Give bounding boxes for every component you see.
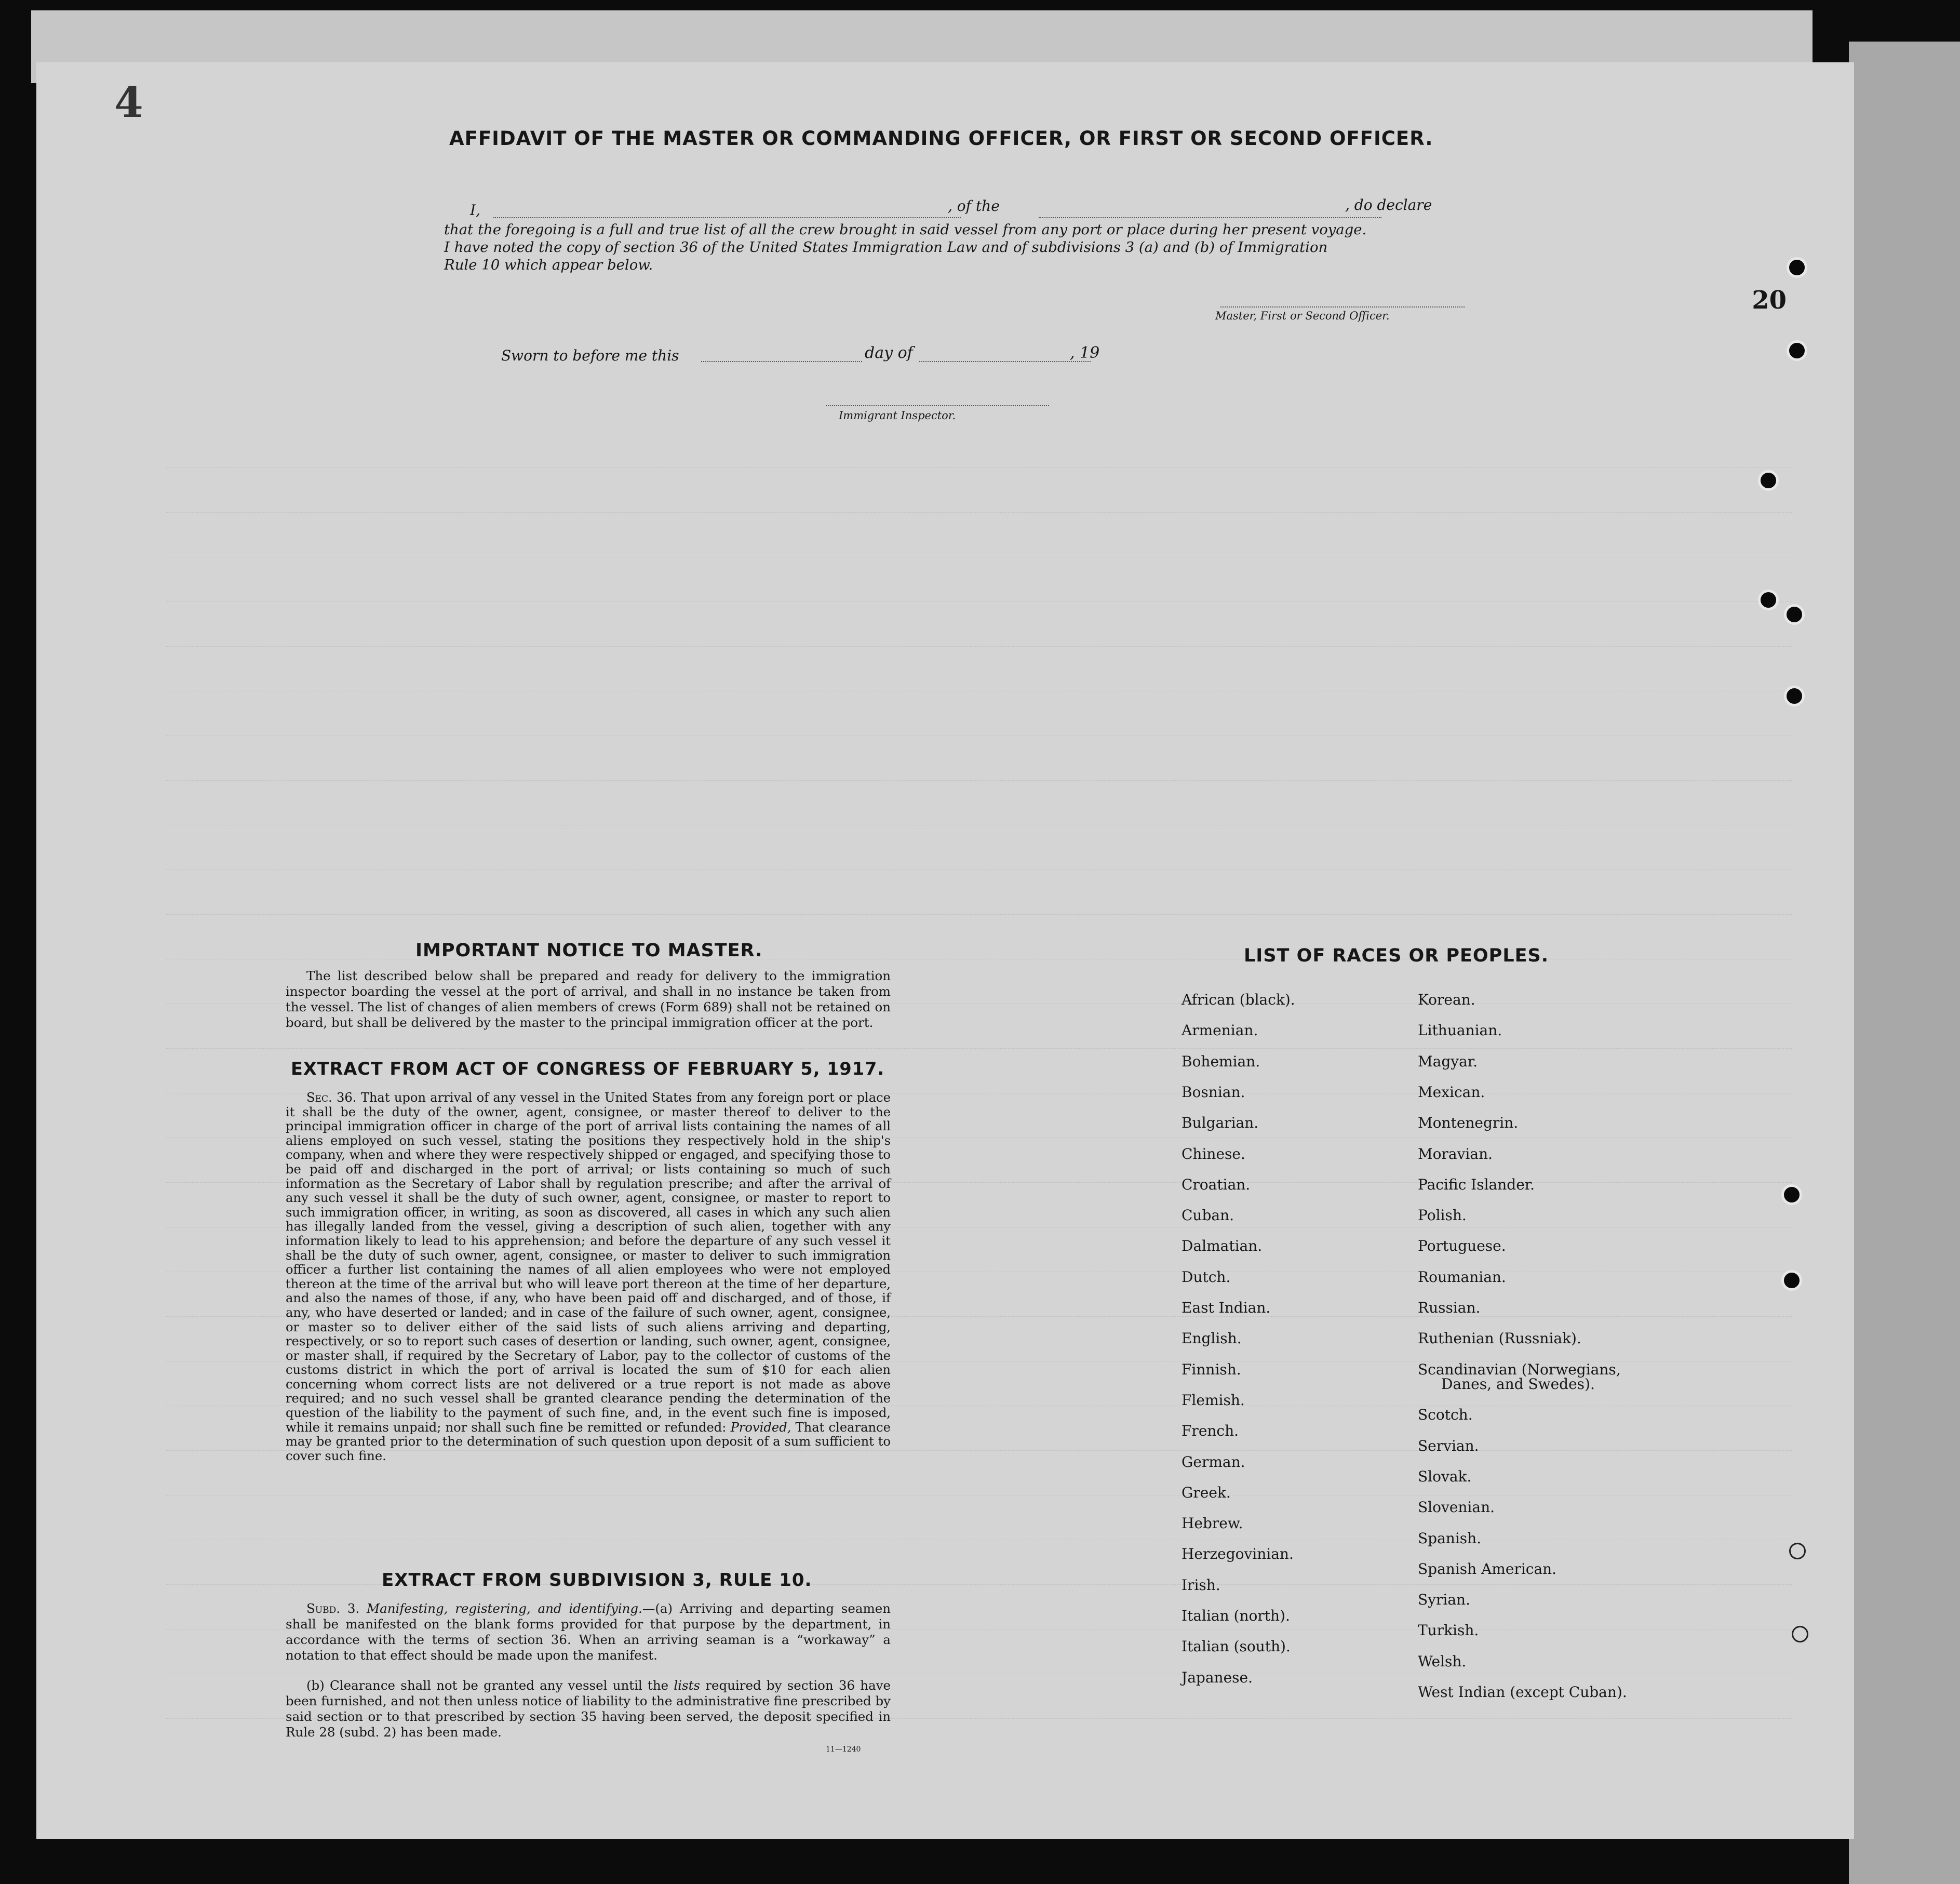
affidavit-line-2: I have noted the copy of section 36 of the United States Immigration Law and of subdivisions 3 (a) and (b) of Immigration (444, 239, 1328, 256)
day-of-text: day of (865, 344, 913, 362)
bleed-row (166, 893, 1792, 915)
bleed-row (166, 759, 1792, 781)
race-item: Japanese. (1182, 1668, 1253, 1686)
race-item: African (black). (1182, 991, 1295, 1008)
race-item: Bohemian. (1182, 1052, 1260, 1070)
rule-a (286, 1601, 891, 1663)
binder-hole (1758, 470, 1779, 491)
bleed-row (166, 1474, 1792, 1495)
race-item: Greek. (1182, 1484, 1231, 1501)
race-item: Moravian. (1418, 1145, 1493, 1163)
race-item: Slovenian. (1418, 1499, 1495, 1516)
affidavit-line-3: Rule 10 which appear below. (444, 257, 653, 273)
race-item: East Indian. (1182, 1299, 1271, 1316)
race-item: Bosnian. (1182, 1083, 1245, 1101)
sworn-month-blank[interactable] (919, 361, 1091, 362)
race-item: Slovak. (1418, 1467, 1472, 1485)
race-item: Italian (south). (1182, 1638, 1291, 1655)
manifest-page (36, 62, 1854, 1839)
race-item: Pacific Islander. (1418, 1175, 1535, 1193)
race-item: Spanish. (1418, 1529, 1482, 1547)
race-item: Dutch. (1182, 1268, 1231, 1286)
binder-hole (1789, 1543, 1806, 1559)
bleed-row (166, 849, 1792, 870)
form-code: 11—1240 (826, 1745, 861, 1754)
inspector-signature-line[interactable] (826, 405, 1049, 406)
rule-subd-heading: Manifesting, registering, and identifying. (367, 1601, 642, 1616)
notice-title: IMPORTANT NOTICE TO MASTER. (415, 940, 763, 961)
notice-body-text: The list described below shall be prepared and ready for delivery to the immigration inspector boarding the vessel at the port of arrival, and shall in no instance be taken from the vessel. The list of changes of alien members of crews (Form 689) shall not be retained on board, but shall be delivered by the master to the principal immigration officer at the port. (286, 968, 891, 1030)
bleed-row (166, 1519, 1792, 1540)
act-section-label: Sec. 36. (306, 1090, 357, 1105)
binder-hole (1781, 1184, 1802, 1205)
race-item: Ruthenian (Russniak). (1418, 1330, 1581, 1347)
affidavit-of-the: , of the (948, 197, 1000, 215)
bleed-through-text (36, 62, 1854, 1839)
race-item: Chinese. (1182, 1145, 1245, 1163)
act-title: EXTRACT FROM ACT OF CONGRESS OF FEBRUARY 5, 1917. (291, 1059, 885, 1079)
race-item: Italian (north). (1182, 1607, 1290, 1624)
back-sheet-right (1849, 42, 1960, 1884)
rule-b (286, 1678, 891, 1740)
rule-b-body-1: Clearance shall not be granted any vessel until the (330, 1678, 669, 1693)
race-item: Croatian. (1182, 1175, 1251, 1193)
master-caption: Master, First or Second Officer. (1215, 310, 1390, 322)
name-blank[interactable] (493, 217, 961, 218)
bleed-row (166, 804, 1792, 825)
affidavit-do-declare: , do declare (1345, 196, 1432, 213)
race-item: Armenian. (1182, 1022, 1258, 1039)
race-item: Polish. (1418, 1207, 1467, 1224)
race-item: Korean. (1418, 991, 1475, 1008)
race-item: Montenegrin. (1418, 1114, 1519, 1132)
sworn-day-blank[interactable] (701, 361, 862, 362)
affidavit-line-1: that the foregoing is a full and true list of all the crew brought in said vessel from any port or place during her present voyage. (444, 221, 1367, 238)
act-body-end: That clearance may be granted prior to the determination of such question upon deposit of a sum sufficient to cover such fine. (286, 1420, 891, 1463)
rule-title: EXTRACT FROM SUBDIVISION 3, RULE 10. (382, 1570, 812, 1591)
race-item: Mexican. (1418, 1083, 1485, 1101)
rule-b-label: (b) (306, 1678, 325, 1693)
bleed-row (166, 715, 1792, 736)
race-item: Turkish. (1418, 1622, 1479, 1639)
bleed-row (166, 447, 1792, 468)
binder-hole (1758, 590, 1779, 610)
race-item: Portuguese. (1418, 1237, 1506, 1255)
race-item: Russian. (1418, 1299, 1481, 1316)
binder-hole (1781, 1270, 1802, 1291)
rule-subd-label: Subd. 3. (306, 1601, 360, 1616)
master-signature-line[interactable] (1220, 306, 1465, 308)
page-number: 20 (1752, 286, 1787, 315)
race-item: Danes, and Swedes). (1441, 1375, 1595, 1393)
bleed-row (166, 491, 1792, 513)
bleed-row (166, 536, 1792, 557)
binder-hole (1792, 1626, 1808, 1642)
race-item: Irish. (1182, 1576, 1220, 1594)
bleed-row (166, 581, 1792, 602)
act-body-text: That upon arrival of any vessel in the United States from any foreign port or place it shall be the duty of the owner, agent, consignee, or master thereof to deliver to the principal immigration officer in charge of the port of arrival lists containing the names of all aliens employed on such vessel, stating the positions they respectively hold in the ship's company, when and where they were respectively shipped or engaged, and specifying those to be paid off and discharged in the port of arrival; or lists containing so much of such information as the Secretary of Labor shall by regulation prescribe; and after the arrival of any such vessel it shall be the duty of such owner, agent, consignee, or master to report to such immigration officer, in writing, as soon as discovered, all cases in which any such alien has illegally landed from the vessel, giving a description of such alien, together with any information likely to lead to his apprehension; and before the departure of any such vessel it shall be the duty of such owner, agent, consignee, or master to deliver to such immigration officer a further list containing the names of all alien employees who were not employed thereon at the time of the arrival but who will leave port thereon at the time of her departure, and also the names of those, if any, who have been paid off and discharged, and of those, if any, who have deserted or landed; and in case of the failure of such owner, agent, consignee, or master so to deliver either of the said lists of such aliens arriving and departing, respectively, or so to report such cases of desertion or landing, such owner, agent, consignee, or master shall, if required by the Secretary of Labor, pay to the collector of customs of the customs district in which the port of arrival is located the sum of $10 for each alien concerning whom correct lists are not delivered or a true report is not made as above required; and no such vessel shall be granted clearance pending the determination of the question of the liability to the payment of such fine, and, in the event such fine is imposed, while it remains unpaid; nor shall such fine be remitted or refunded: (286, 1090, 891, 1435)
race-item: Roumanian. (1418, 1268, 1506, 1286)
race-item: Hebrew. (1182, 1515, 1243, 1532)
affidavit-i: I, (470, 202, 480, 219)
race-item: Finnish. (1182, 1360, 1241, 1378)
bleed-row (166, 625, 1792, 647)
race-item: English. (1182, 1330, 1242, 1347)
race-item: Bulgarian. (1182, 1114, 1259, 1132)
race-item: Herzegovinian. (1182, 1545, 1294, 1563)
binder-hole (1787, 257, 1807, 278)
race-item: Lithuanian. (1418, 1022, 1502, 1039)
year-text: , 19 (1070, 344, 1100, 362)
notice-body (286, 968, 891, 1031)
binder-hole (1784, 686, 1805, 706)
bleed-row (166, 1027, 1792, 1049)
race-item: Scandinavian (Norwegians, (1418, 1360, 1621, 1378)
binder-hole (1787, 340, 1807, 361)
race-item: German. (1182, 1453, 1245, 1471)
corner-mark: 4 (114, 78, 143, 127)
act-body (286, 1091, 891, 1463)
rule-a-label: —(a) (642, 1601, 673, 1616)
race-item: Flemish. (1182, 1391, 1245, 1409)
vessel-blank[interactable] (1039, 217, 1381, 218)
race-item: Syrian. (1418, 1591, 1470, 1609)
inspector-caption: Immigrant Inspector. (839, 409, 956, 422)
rule-b-lists: lists (674, 1678, 701, 1693)
affidavit-title: AFFIDAVIT OF THE MASTER OR COMMANDING OFFICER, OR FIRST OR SECOND OFFICER. (449, 127, 1433, 150)
race-item: Welsh. (1418, 1652, 1467, 1670)
act-provided: Provided, (730, 1420, 791, 1435)
race-item: Spanish American. (1418, 1560, 1557, 1578)
rule-a-body: Arriving and departing seamen shall be manifested on the blank forms provided for that purpose by the department, in accordance with the terms of section 36. When an arriving seaman is a “workaway” a notation to that effect should be made upon the manifest. (286, 1601, 891, 1663)
bleed-row (166, 670, 1792, 691)
race-item: Servian. (1418, 1437, 1479, 1454)
races-title: LIST OF RACES OR PEOPLES. (1244, 945, 1549, 966)
race-item: Magyar. (1418, 1052, 1478, 1070)
race-item: Scotch. (1418, 1406, 1473, 1424)
race-item: West Indian (except Cuban). (1418, 1683, 1627, 1701)
binder-hole (1784, 604, 1805, 625)
race-item: Cuban. (1182, 1207, 1234, 1224)
rule-b-body-2: required by section 36 have been furnished, and not then unless notice of liability to the administrative fine prescribed by said section or to that prescribed by section 35 having been served, the deposit specified in Rule 28 (subd. 2) has been made. (286, 1678, 891, 1740)
sworn-text: Sworn to before me this (501, 347, 679, 364)
race-item: French. (1182, 1422, 1239, 1440)
race-item: Dalmatian. (1182, 1237, 1263, 1255)
